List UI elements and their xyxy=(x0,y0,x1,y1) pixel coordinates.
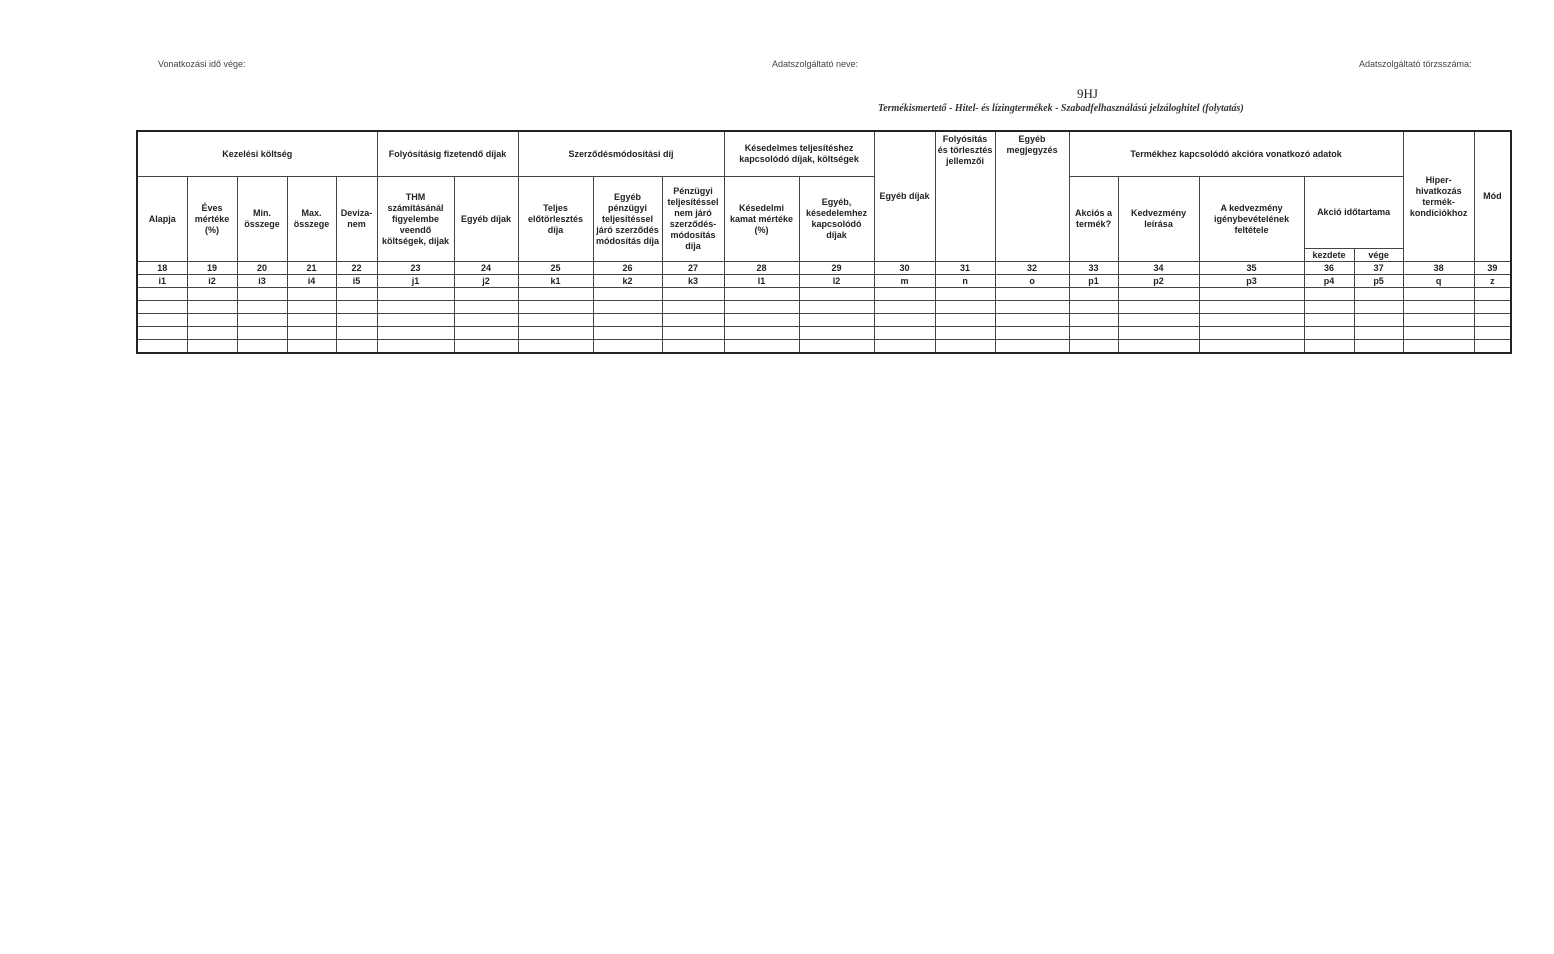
col-number: 23 xyxy=(377,262,454,275)
col-number: 36 xyxy=(1304,262,1354,275)
form-code: 9HJ xyxy=(1077,86,1098,101)
provider-id-label: Adatszolgáltató törzsszáma: xyxy=(1359,59,1472,69)
col-number: 33 xyxy=(1069,262,1118,275)
col-number: 38 xyxy=(1403,262,1474,275)
group-kesedelmes: Késedelmes teljesítéshez kapcsolódó díjak, költségek xyxy=(724,131,874,177)
col-code: i4 xyxy=(287,275,336,288)
col-alapja: Alapja xyxy=(137,177,187,262)
col-min-osszeg: Min. összege xyxy=(237,177,287,262)
group-szerzodesmodositasi: Szerződésmódosítási díj xyxy=(518,131,724,177)
col-code: o xyxy=(995,275,1069,288)
col-code: p1 xyxy=(1069,275,1118,288)
col-eves-mertek: Éves mértéke (%) xyxy=(187,177,237,262)
col-code: p3 xyxy=(1199,275,1304,288)
provider-name-label: Adatszolgáltató neve: xyxy=(772,59,859,69)
data-row xyxy=(137,327,1511,340)
col-mod: Mód xyxy=(1474,131,1511,262)
col-number: 27 xyxy=(662,262,724,275)
data-row xyxy=(137,288,1511,301)
col-code: j2 xyxy=(454,275,518,288)
group-folyositasig: Folyósításig fizetendő díjak xyxy=(377,131,518,177)
col-number: 30 xyxy=(874,262,935,275)
data-table xyxy=(136,130,1512,354)
col-kedvezmeny-leirasa: Kedvezmény leírása xyxy=(1118,177,1199,262)
col-egyeb-penzugyi: Egyéb pénzügyi teljesítéssel járó szerződés módosítás díja xyxy=(593,177,662,262)
col-number: 21 xyxy=(287,262,336,275)
col-number: 26 xyxy=(593,262,662,275)
col-number: 24 xyxy=(454,262,518,275)
col-number: 18 xyxy=(137,262,187,275)
col-number: 22 xyxy=(336,262,377,275)
form-subtitle: Termékismertető - Hitel- és lízingtermékek - Szabadfelhasználású jelzáloghitel (folytatás) xyxy=(878,103,1244,114)
col-akcios-termek: Akciós a termék? xyxy=(1069,177,1118,262)
col-number: 31 xyxy=(935,262,995,275)
number-row xyxy=(137,262,1511,275)
col-code: m xyxy=(874,275,935,288)
col-code: q xyxy=(1403,275,1474,288)
col-number: 37 xyxy=(1354,262,1403,275)
col-hiperhivatkozas: Hiper-hivatkozás termék-kondíciókhoz xyxy=(1403,131,1474,262)
data-row xyxy=(137,340,1511,354)
group-akcio: Termékhez kapcsolódó akcióra vonatkozó adatok xyxy=(1069,131,1403,177)
col-code: p2 xyxy=(1118,275,1199,288)
col-code: i1 xyxy=(137,275,187,288)
col-egyeb-megjegyzes: Egyéb megjegyzés xyxy=(995,131,1069,262)
col-code: j1 xyxy=(377,275,454,288)
col-code: k2 xyxy=(593,275,662,288)
col-code: p5 xyxy=(1354,275,1403,288)
col-number: 35 xyxy=(1199,262,1304,275)
col-number: 34 xyxy=(1118,262,1199,275)
col-number: 29 xyxy=(799,262,874,275)
col-number: 32 xyxy=(995,262,1069,275)
col-folyositas-jellemzoi: Folyósítás és törlesztés jellemzői xyxy=(935,131,995,262)
col-code: l1 xyxy=(724,275,799,288)
col-devizanem: Deviza-nem xyxy=(336,177,377,262)
col-vege: vége xyxy=(1354,249,1403,262)
col-kesedelmi-kamat: Késedelmi kamat mértéke (%) xyxy=(724,177,799,262)
col-akcio-idotartama: Akció időtartama xyxy=(1304,177,1403,249)
col-egyeb-kesedelmi: Egyéb, késedelemhez kapcsolódó díjak xyxy=(799,177,874,262)
col-kedvezmeny-feltetele: A kedvezmény igénybevételének feltétele xyxy=(1199,177,1304,262)
col-egyeb-dijak-sub: Egyéb díjak xyxy=(454,177,518,262)
col-thm-koltsegek: THM számításánál figyelembe veendő költségek, díjak xyxy=(377,177,454,262)
col-max-osszeg: Max. összege xyxy=(287,177,336,262)
data-row xyxy=(137,314,1511,327)
col-teljes-elotorlesztes: Teljes előtörlesztés díja xyxy=(518,177,593,262)
col-code: p4 xyxy=(1304,275,1354,288)
col-code: i3 xyxy=(237,275,287,288)
col-number: 20 xyxy=(237,262,287,275)
col-code: i5 xyxy=(336,275,377,288)
col-kezdete: kezdete xyxy=(1304,249,1354,262)
col-number: 25 xyxy=(518,262,593,275)
data-row xyxy=(137,301,1511,314)
col-penzugyi-nem-jaro: Pénzügyi teljesítéssel nem járó szerződés-módosítás díja xyxy=(662,177,724,262)
col-code: i2 xyxy=(187,275,237,288)
col-code: n xyxy=(935,275,995,288)
col-number: 28 xyxy=(724,262,799,275)
code-row xyxy=(137,275,1511,288)
col-egyeb-dijak: Egyéb díjak xyxy=(874,131,935,262)
col-code: z xyxy=(1474,275,1511,288)
period-end-label: Vonatkozási idő vége: xyxy=(158,59,246,69)
col-code: k3 xyxy=(662,275,724,288)
col-number: 19 xyxy=(187,262,237,275)
col-code: l2 xyxy=(799,275,874,288)
col-code: k1 xyxy=(518,275,593,288)
col-number: 39 xyxy=(1474,262,1511,275)
group-kezelesi-koltseg: Kezelési költség xyxy=(137,131,377,177)
